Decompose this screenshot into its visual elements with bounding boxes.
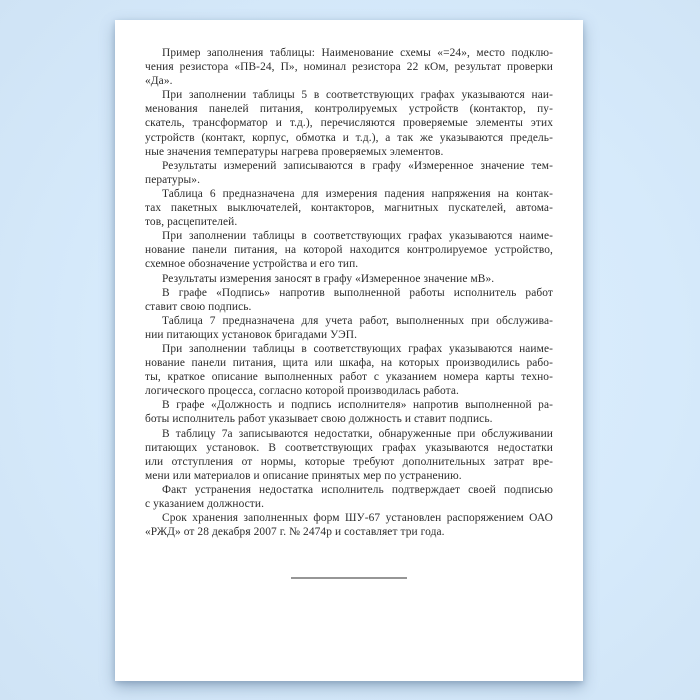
paragraph — [145, 314, 553, 342]
paragraph — [145, 511, 553, 539]
paragraph-line: устройств (контакт, корпус, обмотка и т.д.), а так же указываются предель- — [145, 131, 553, 144]
paragraph-line: пературы». — [145, 173, 201, 186]
paragraph-line: ные значения температуры нагрева проверяемых элементов. — [145, 145, 444, 158]
paragraph — [145, 427, 553, 483]
paragraph-line: тов, расцепителей. — [145, 216, 238, 229]
paragraph-line: В таблицу 7а записываются недостатки, обнаруженные при обслуживании — [162, 427, 553, 440]
paragraph-line: нование панели питания, щита или шкафа, на которых производились рабо- — [145, 357, 553, 370]
paragraph-line: боты исполнитель работ указывает свою должность и ставит подпись. — [145, 413, 493, 426]
paragraph-line: «Да». — [145, 75, 173, 88]
paragraph-line: ставит свою подпись. — [145, 300, 252, 313]
paragraph — [145, 229, 553, 271]
paragraph-line: При заполнении таблицы в соответствующих графах указываются наиме- — [162, 342, 553, 355]
paragraph-line: Таблица 7 предназначена для учета работ, выполненных при обслужива- — [162, 314, 553, 327]
paragraph-line: Результаты измерения заносят в графу «Измеренное значение мВ». — [162, 272, 495, 285]
paragraph-line: логического процесса, согласно которой производилась работа. — [145, 385, 460, 398]
paragraph-line: ты, краткое описание выполненных работ с указанием номера карты техно- — [145, 371, 553, 384]
paragraph — [145, 46, 553, 88]
paragraph-line: схемное обозначение устройства и его тип. — [145, 258, 359, 271]
paragraph-line: питающих установок. В соответствующих графах указываются недостатки — [145, 441, 553, 454]
paragraph-line: с указанием должности. — [145, 498, 265, 510]
paragraph — [145, 159, 553, 187]
paragraph — [145, 272, 553, 286]
paragraph-line: При заполнении таблицы 5 в соответствующих графах указываются наи- — [162, 89, 553, 102]
paragraph — [145, 398, 553, 426]
paragraph — [145, 483, 553, 511]
paragraph-line: или отступления от нормы, которые требуют дополнительных затрат вре- — [145, 455, 553, 468]
paragraph-line: нование панели питания, на которой находится контролируемое устройство, — [145, 244, 553, 257]
paragraph-line: Срок хранения заполненных форм ШУ-67 установлен распоряжением ОАО — [162, 512, 553, 525]
paragraph — [145, 286, 553, 314]
paragraph-line: тах пакетных выключателей, контакторов, магнитных пускателей, автома- — [145, 202, 553, 215]
paragraph-line: мени или материалов и описание принятых мер по устранению. — [145, 469, 462, 482]
paragraph-line: «РЖД» от 28 декабря 2007 г. № 2474р и составляет три года. — [145, 526, 445, 539]
paragraph-line: чения резистора «ПВ-24, П», номинал резистора 22 кОм, результат проверки — [145, 61, 553, 74]
paragraph-line: В графе «Должность и подпись исполнителя» напротив выполненной ра- — [162, 399, 553, 412]
paragraph — [145, 88, 553, 158]
paragraph-line: менования панелей питания, контролируемых устройств (контактор, пу- — [145, 103, 553, 116]
paragraph-line: Результаты измерений записываются в графу «Измеренное значение тем- — [162, 159, 553, 172]
paragraph — [145, 187, 553, 229]
paragraph-line: нии питающих установок бригадами УЭП. — [145, 328, 358, 341]
document-text — [145, 46, 553, 539]
paragraph-line: Таблица 6 предназначена для измерения падения напряжения на контак- — [162, 187, 553, 200]
paragraph-line: Пример заполнения таблицы: Наименование схемы «=24», место подклю- — [162, 47, 553, 59]
paragraph-line: При заполнении таблицы в соответствующих графах указываются наиме- — [162, 230, 553, 243]
paragraph — [145, 342, 553, 398]
paragraph-line: В графе «Подпись» напротив выполненной работы исполнитель работ — [162, 286, 553, 299]
footnote-divider-line — [291, 577, 407, 579]
paragraph-line: скатель, трансформатор и т.д.), перечисляются проверяемые элементы этих — [145, 117, 553, 130]
paragraph-line: Факт устранения недостатка исполнитель подтверждает своей подписью — [162, 483, 553, 496]
document-page — [115, 20, 583, 681]
